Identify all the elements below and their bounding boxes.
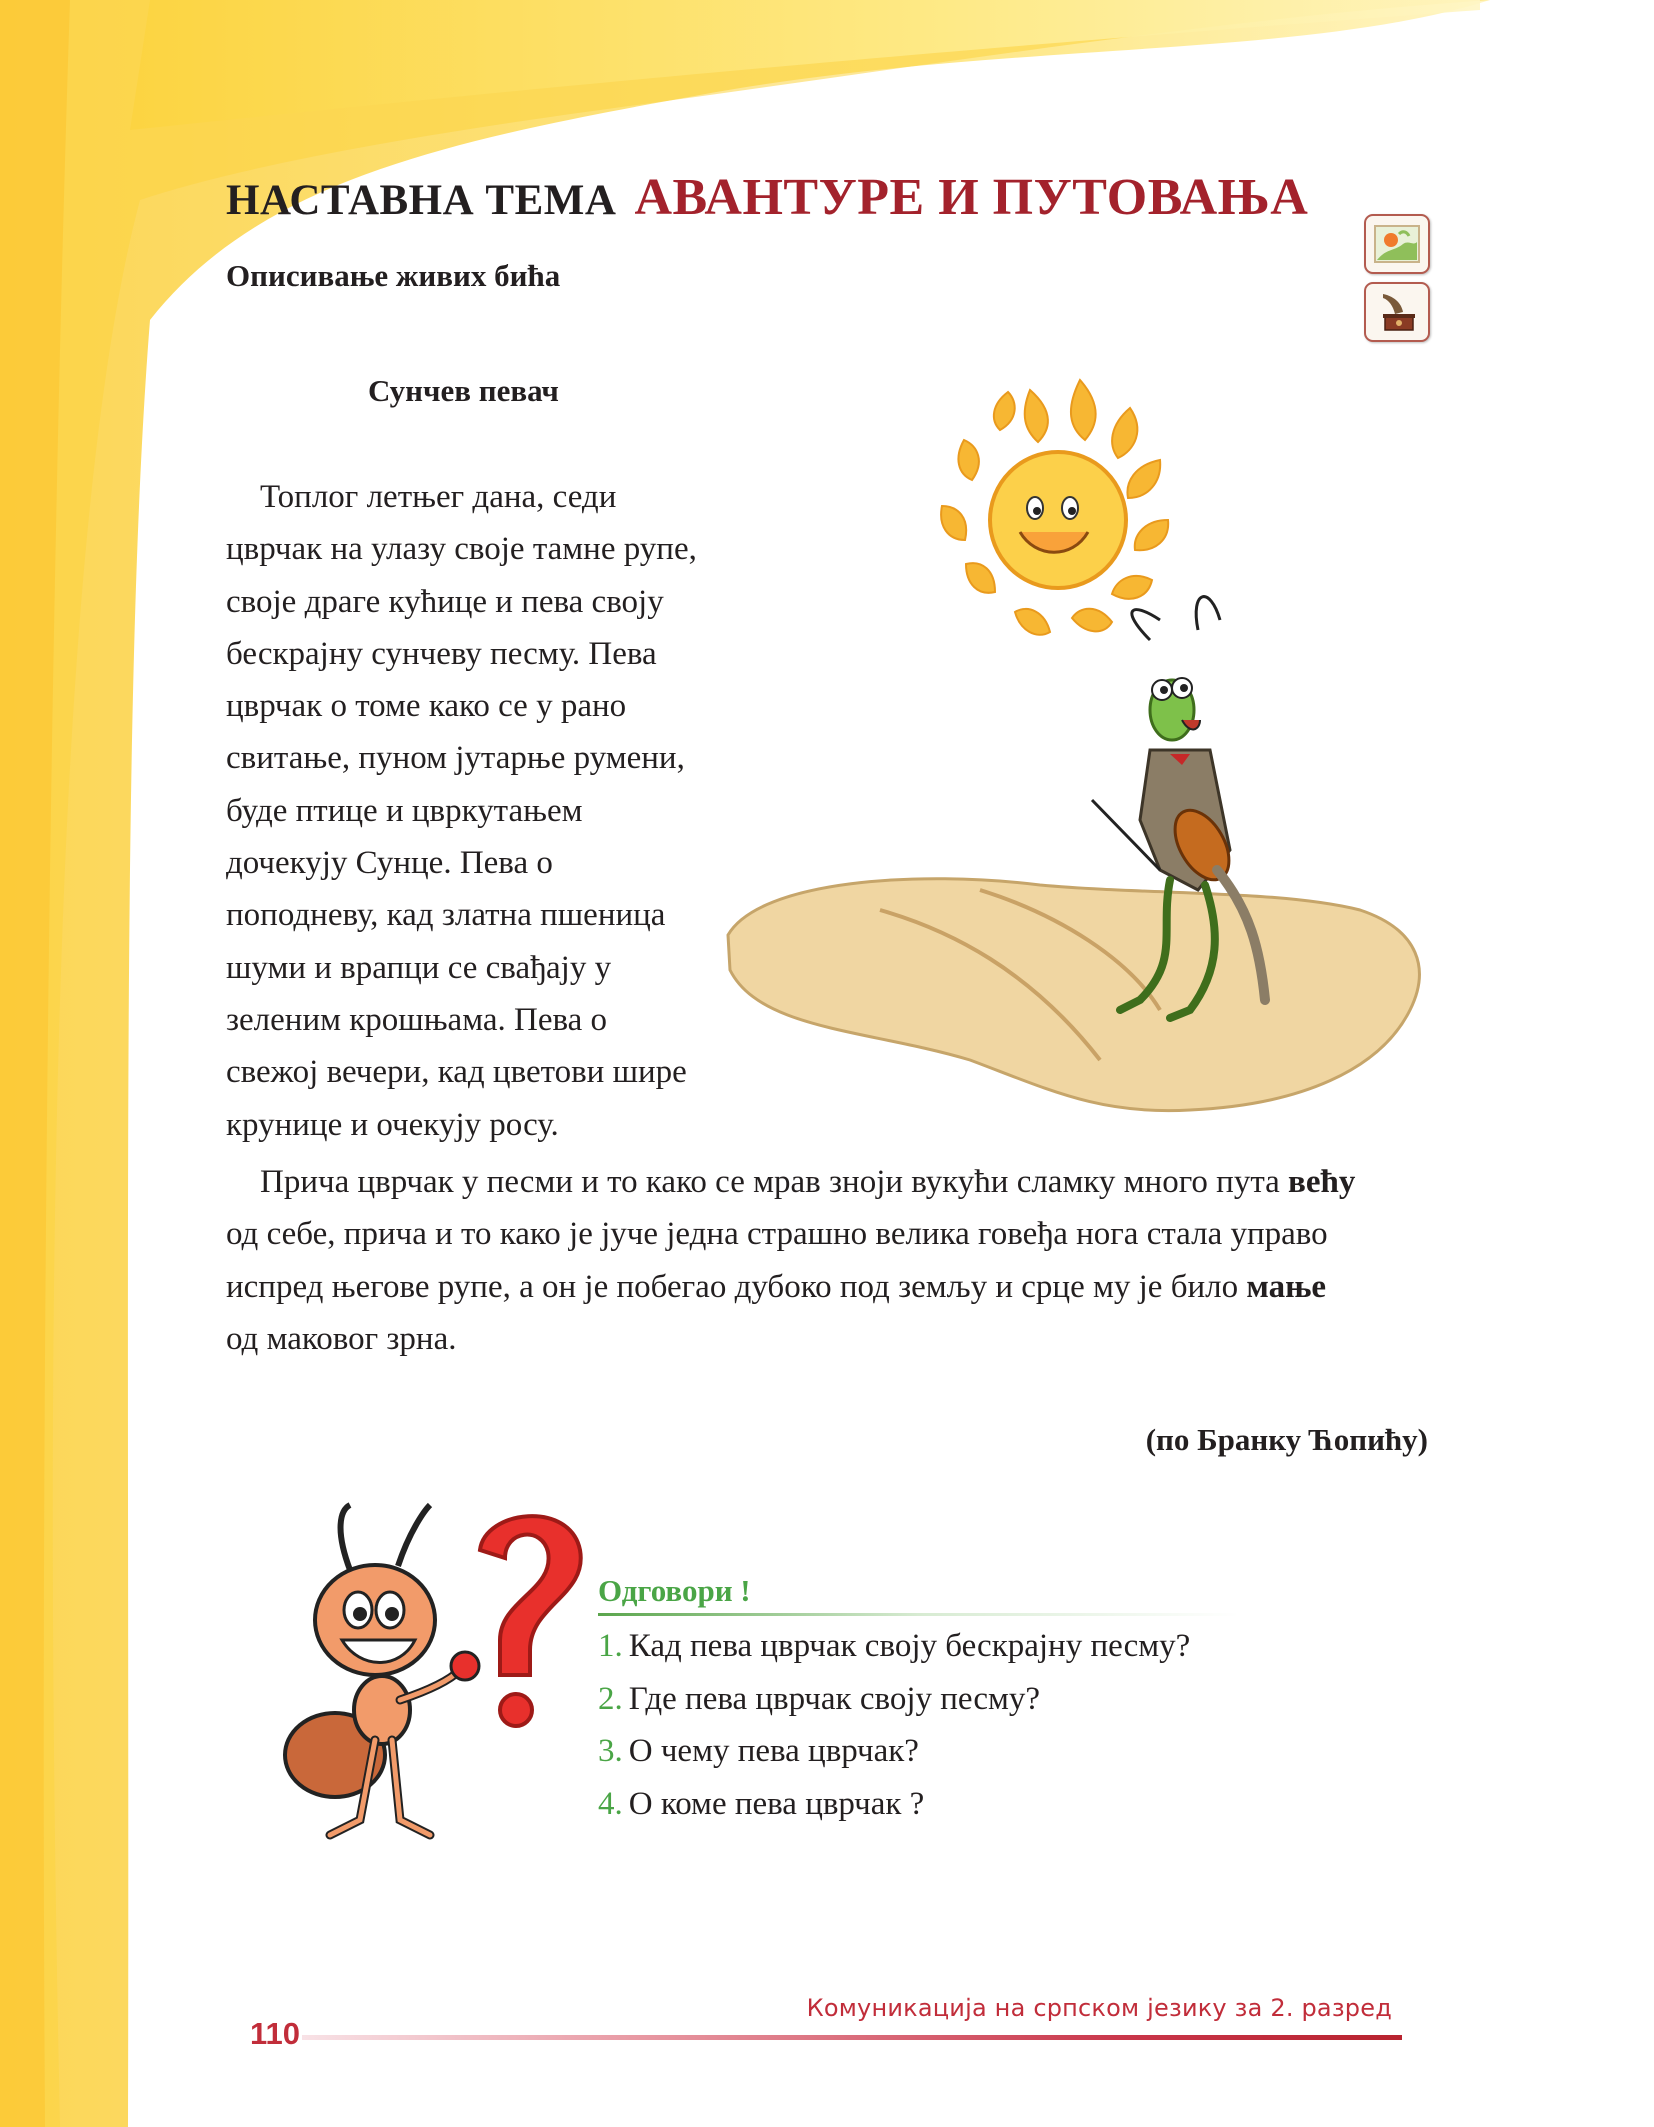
question-item (598, 1778, 1238, 1831)
question-item (598, 1673, 1238, 1726)
paragraph-line: зеленим крошњама. Пева о (226, 1001, 608, 1038)
footer-book-title: Комуникација на српском језику за 2. разред (806, 1994, 1392, 2022)
paragraph-line: буде птице и цвркутањем (226, 792, 583, 829)
paragraph-line: крунице и очекују росу. (226, 1106, 559, 1143)
story-paragraph-2 (226, 1156, 1446, 1365)
paragraph-line: свежој вечери, кад цветови шире (226, 1054, 687, 1091)
line-text: испред његове рупе, а он је побегао дубоко под земљу и срце му је било (226, 1268, 1247, 1305)
paragraph-line: своје драге кућице и пева своју (226, 583, 664, 620)
story-title: Сунчев певач (368, 373, 559, 408)
lesson-header (226, 168, 1308, 227)
paragraph-line: од себе, прича и то како је јуче једна страшно велика говеђа нога стала управо (226, 1216, 1328, 1253)
story-paragraph-1 (226, 471, 746, 1151)
lesson-subtitle: Описивање живих бића (226, 258, 561, 293)
question-item (598, 1620, 1238, 1673)
paragraph-line: цврчак на улазу своје тамне рупе, (226, 531, 697, 568)
question-mark-icon (480, 1516, 581, 1726)
paragraph-line: поподневу, кад златна пшеница (226, 897, 666, 934)
question-text: О коме пева цврчак ? (628, 1785, 925, 1822)
paragraph-line: свитање, пуном јутарње румени, (226, 740, 685, 777)
sand-mound (728, 879, 1419, 1111)
theme-title: АВАНТУРЕ И ПУТОВАЊА (634, 169, 1309, 226)
question-text: Где пева цврчак своју песму? (628, 1680, 1041, 1717)
theme-label: НАСТАВНА ТЕМА (226, 177, 617, 224)
line-text: Прича цврчак у песми и то како се мрав зноји вукући сламку много пута (260, 1164, 1289, 1200)
ant-icon (285, 1505, 479, 1835)
paragraph-line: бескрајну сунчеву песму. Пева (226, 635, 657, 672)
story-author: (по Бранку Ћопићу) (1145, 1422, 1428, 1457)
paragraph-line: од маковог зрна. (226, 1320, 457, 1357)
page-number: 110 (250, 2016, 301, 2051)
sun-icon (941, 380, 1168, 635)
paragraph-line: шуми и врапци се свађају у (226, 949, 612, 986)
questions-section (598, 1573, 1238, 1830)
questions-heading: Одговори ! (598, 1573, 1238, 1616)
gramophone-icon[interactable] (1364, 282, 1430, 342)
question-number: 2. (598, 1680, 623, 1717)
paragraph-line (226, 1156, 1446, 1208)
emphasized-word: мање (1246, 1268, 1327, 1305)
sun-cricket-illustration (720, 370, 1440, 1130)
question-number: 3. (598, 1733, 623, 1769)
paragraph-line: цврчак о томе како се у рано (226, 688, 627, 725)
questions-list (598, 1620, 1238, 1830)
paragraph-line: дочекују Сунце. Пева о (226, 845, 553, 882)
ant-question-illustration (280, 1490, 600, 1880)
question-item (598, 1725, 1238, 1778)
question-text: О чему пева цврчак? (628, 1733, 919, 1769)
footer-divider (302, 2035, 1402, 2040)
question-text: Кад пева цврчак своју бескрајну песму? (628, 1628, 1191, 1664)
paragraph-line (226, 1261, 1446, 1313)
emphasized-word: већу (1288, 1164, 1356, 1200)
question-number: 4. (598, 1785, 623, 1822)
side-icons (1364, 214, 1432, 350)
question-number: 1. (598, 1628, 623, 1664)
picture-icon[interactable] (1364, 214, 1430, 274)
paragraph-line: Топлог летњег дана, седи (260, 479, 617, 515)
